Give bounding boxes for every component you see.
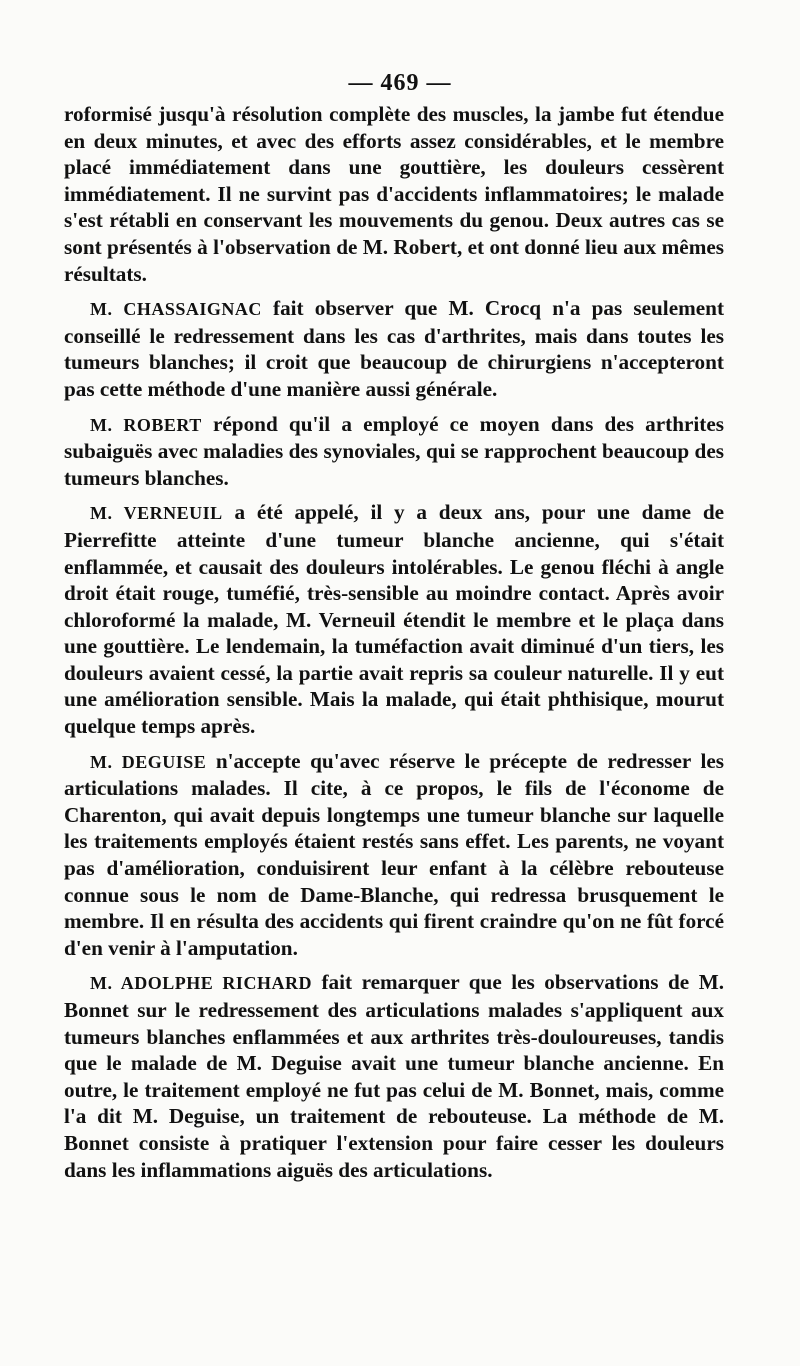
speaker-name: M. ADOLPHE RICHARD [90, 973, 312, 994]
paragraph-text: a été appelé, il y a deux ans, pour une dame de Pierrefitte atteinte d'une tumeur blanche ancienne, qui s'était enflammée, et causait des douleurs intolérables. Le genou fléchi à angle droit était rouge, tuméfié, très-sensible au moindre contact. Après avoir chloroformé la malade, M. Verneuil étendit le membre et le plaça dans une gouttière. Le lendemain, la tuméfaction avait diminué d'un tiers, les douleurs avaient cessé, la partie avait repris sa couleur naturelle. Il y eut une amélioration sensible. Mais la malade, qui était phthisique, mourut quelque temps après. [64, 500, 725, 739]
speaker-name: M. DEGUISE [90, 751, 207, 772]
speaker-name: M. ROBERT [90, 414, 202, 435]
body-text [64, 101, 724, 1183]
speaker-name: M. VERNEUIL [90, 503, 223, 524]
speaker-name: M. CHASSAIGNAC [90, 299, 262, 320]
paragraph-text: répond qu'il a employé ce moyen dans des arthrites subaiguës avec maladies des synoviales, qui se rapprochent beaucoup des tumeurs blanches. [64, 411, 724, 490]
paragraph-text: fait remarquer que les observations de M. Bonnet sur le redressement des articulations malades s'appliquent aux tumeurs blanches enflammées et aux arthrites très-douloureuses, tandis que le malade de M. Deguise avait une tumeur blanche ancienne. En outre, le traitement employé ne fut pas celui de M. Bonnet, mais, comme l'a dit M. Deguise, un traitement de rebouteuse. La méthode de M. Bonnet consiste à pratiquer l'extension pour faire cesser les douleurs dans les inflammations aiguës des articulations. [64, 970, 724, 1182]
paragraph-verneuil [64, 499, 724, 739]
paragraph-text: roformisé jusqu'à résolution complète des muscles, la jambe fut étendue en deux minutes, et avec des efforts assez considérables, et le membre placé immédiatement dans une gouttière, les douleurs cessèrent immédiatement. Il ne survint pas d'accidents inflammatoires; le malade s'est rétabli en conservant les mouvements du genou. Deux autres cas se sont présentés à l'observation de M. Robert, et ont donné lieu aux mêmes résultats. [64, 102, 724, 286]
paragraph-text: fait observer que M. Crocq n'a pas seulement conseillé le redressement dans les cas d'arthrites, mais dans toutes les tumeurs blanches; il croit que beaucoup de chirurgiens n'accepteront pas cette méthode d'une manière aussi générale. [64, 296, 724, 401]
paragraph-richard [64, 969, 724, 1183]
paragraph-chassaignac [64, 295, 724, 402]
page-number: — 469 — [348, 70, 452, 96]
paragraph-robert [64, 411, 724, 492]
paragraph-continuation [64, 101, 724, 287]
paragraph-text: n'accepte qu'avec réserve le précepte de redresser les articulations malades. Il cite, à ce propos, le fils de l'économe de Charenton, qui avait depuis longtemps une tumeur blanche sur laquelle les traitements employés étaient restés sans effet. Les parents, ne voyant pas d'amélioration, conduisirent leur enfant à la célèbre rebouteuse connue sous le nom de Dame-Blanche, qui redressa brusquement le membre. Il en résulta des accidents qui firent craindre qu'on ne fût forcé d'en venir à l'amputation. [64, 748, 725, 960]
paragraph-deguise [64, 748, 724, 962]
